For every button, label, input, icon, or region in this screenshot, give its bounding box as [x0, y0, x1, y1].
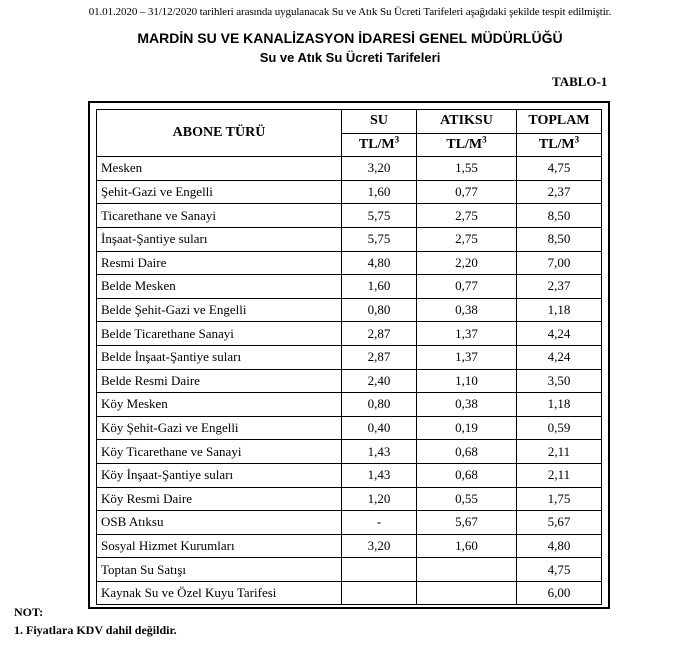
row-toplam-cell: 3,50 [517, 369, 602, 393]
row-su-cell [342, 581, 417, 605]
row-toplam-cell: 2,37 [517, 275, 602, 299]
header-atiksu: ATIKSU [417, 110, 517, 134]
row-su-cell: 5,75 [342, 204, 417, 228]
row-toplam-cell: 8,50 [517, 204, 602, 228]
row-toplam-cell: 4,75 [517, 157, 602, 181]
table-row [97, 180, 602, 204]
row-su-cell: 0,80 [342, 298, 417, 322]
row-toplam-cell: 4,75 [517, 558, 602, 582]
row-toplam-cell: 7,00 [517, 251, 602, 275]
row-su-cell: 5,75 [342, 227, 417, 251]
row-toplam-cell: 1,75 [517, 487, 602, 511]
row-atiksu-cell: 0,77 [417, 180, 517, 204]
row-su-cell: 2,87 [342, 322, 417, 346]
row-name-cell: OSB Atıksu [97, 511, 342, 535]
intro-text: 01.01.2020 – 31/12/2020 tarihleri arasında uygulanacak Su ve Atık Su Ücreti Tarifeleri aşağıdaki şekilde tespit edilmiştir. [88, 6, 612, 18]
row-toplam-cell: 2,37 [517, 180, 602, 204]
table-row [97, 275, 602, 299]
row-su-cell: 1,43 [342, 463, 417, 487]
row-name-cell: Şehit-Gazi ve Engelli [97, 180, 342, 204]
row-toplam-cell: 2,11 [517, 463, 602, 487]
note-heading: NOT: [14, 605, 44, 619]
row-atiksu-cell: 2,75 [417, 227, 517, 251]
row-atiksu-cell [417, 558, 517, 582]
table-row [97, 204, 602, 228]
row-name-cell: Ticarethane ve Sanayi [97, 204, 342, 228]
row-atiksu-cell: 0,19 [417, 416, 517, 440]
row-su-cell: 1,43 [342, 440, 417, 464]
row-atiksu-cell [417, 581, 517, 605]
row-toplam-cell: 4,24 [517, 322, 602, 346]
tariff-table [96, 109, 602, 605]
row-toplam-cell: 6,00 [517, 581, 602, 605]
row-su-cell: 2,40 [342, 369, 417, 393]
unit-su: $TL/M^3$ [342, 133, 417, 157]
row-su-cell: 1,20 [342, 487, 417, 511]
row-su-cell: 1,60 [342, 275, 417, 299]
table-label: TABLO-1 [552, 74, 608, 89]
table-row [97, 345, 602, 369]
row-atiksu-cell: 0,68 [417, 463, 517, 487]
row-atiksu-cell: 1,55 [417, 157, 517, 181]
table-row [97, 298, 602, 322]
table-row [97, 416, 602, 440]
row-name-cell: Köy Mesken [97, 393, 342, 417]
row-name-cell: Belde Resmi Daire [97, 369, 342, 393]
header-row [97, 110, 602, 134]
table-row [97, 369, 602, 393]
row-atiksu-cell: 2,75 [417, 204, 517, 228]
row-name-cell: Köy Ticarethane ve Sanayi [97, 440, 342, 464]
row-atiksu-cell: 1,37 [417, 322, 517, 346]
document-subtitle: Su ve Atık Su Ücreti Tarifeleri [259, 50, 441, 65]
row-atiksu-cell: 1,37 [417, 345, 517, 369]
header-abone-turu: ABONE TÜRÜ [97, 110, 342, 157]
row-su-cell: 4,80 [342, 251, 417, 275]
row-name-cell: Köy İnşaat-Şantiye suları [97, 463, 342, 487]
row-su-cell: - [342, 511, 417, 535]
unit-atiksu: $TL/M^3$ [417, 133, 517, 157]
table-row [97, 463, 602, 487]
row-name-cell: Köy Şehit-Gazi ve Engelli [97, 416, 342, 440]
row-name-cell: Resmi Daire [97, 251, 342, 275]
row-toplam-cell: 8,50 [517, 227, 602, 251]
row-atiksu-cell: 1,10 [417, 369, 517, 393]
row-name-cell: Belde Şehit-Gazi ve Engelli [97, 298, 342, 322]
note-item-1: 1. Fiyatlara KDV dahil değildir. [14, 623, 177, 637]
row-toplam-cell: 5,67 [517, 511, 602, 535]
table-row [97, 157, 602, 181]
row-toplam-cell: 4,80 [517, 534, 602, 558]
row-toplam-cell: 2,11 [517, 440, 602, 464]
row-su-cell: 0,80 [342, 393, 417, 417]
row-su-cell: 1,60 [342, 180, 417, 204]
row-atiksu-cell: 0,55 [417, 487, 517, 511]
table-row [97, 534, 602, 558]
table-row [97, 251, 602, 275]
table-row [97, 558, 602, 582]
row-toplam-cell: 1,18 [517, 298, 602, 322]
table-row [97, 581, 602, 605]
row-atiksu-cell: 0,68 [417, 440, 517, 464]
row-name-cell: Sosyal Hizmet Kurumları [97, 534, 342, 558]
row-su-cell: 0,40 [342, 416, 417, 440]
row-su-cell: 2,87 [342, 345, 417, 369]
table-row [97, 487, 602, 511]
table-row [97, 322, 602, 346]
row-atiksu-cell: 0,77 [417, 275, 517, 299]
row-atiksu-cell: 0,38 [417, 393, 517, 417]
row-atiksu-cell: 5,67 [417, 511, 517, 535]
table-row [97, 393, 602, 417]
row-name-cell: Belde Ticarethane Sanayi [97, 322, 342, 346]
row-atiksu-cell: 1,60 [417, 534, 517, 558]
row-toplam-cell: 1,18 [517, 393, 602, 417]
row-name-cell: Belde Mesken [97, 275, 342, 299]
row-name-cell: Köy Resmi Daire [97, 487, 342, 511]
table-row [97, 227, 602, 251]
row-su-cell: 3,20 [342, 157, 417, 181]
row-name-cell: Kaynak Su ve Özel Kuyu Tarifesi [97, 581, 342, 605]
row-name-cell: Toptan Su Satışı [97, 558, 342, 582]
row-name-cell: İnşaat-Şantiye suları [97, 227, 342, 251]
row-su-cell: 3,20 [342, 534, 417, 558]
row-name-cell: Mesken [97, 157, 342, 181]
header-su: SU [342, 110, 417, 134]
header-toplam: TOPLAM [517, 110, 602, 134]
row-toplam-cell: 4,24 [517, 345, 602, 369]
table-row [97, 440, 602, 464]
row-name-cell: Belde İnşaat-Şantiye suları [97, 345, 342, 369]
row-atiksu-cell: 0,38 [417, 298, 517, 322]
row-toplam-cell: 0,59 [517, 416, 602, 440]
document-title: MARDİN SU VE KANALİZASYON İDARESİ GENEL MÜDÜRLÜĞÜ [137, 30, 563, 46]
row-atiksu-cell: 2,20 [417, 251, 517, 275]
unit-toplam: $TL/M^3$ [517, 133, 602, 157]
table-row [97, 511, 602, 535]
row-su-cell [342, 558, 417, 582]
